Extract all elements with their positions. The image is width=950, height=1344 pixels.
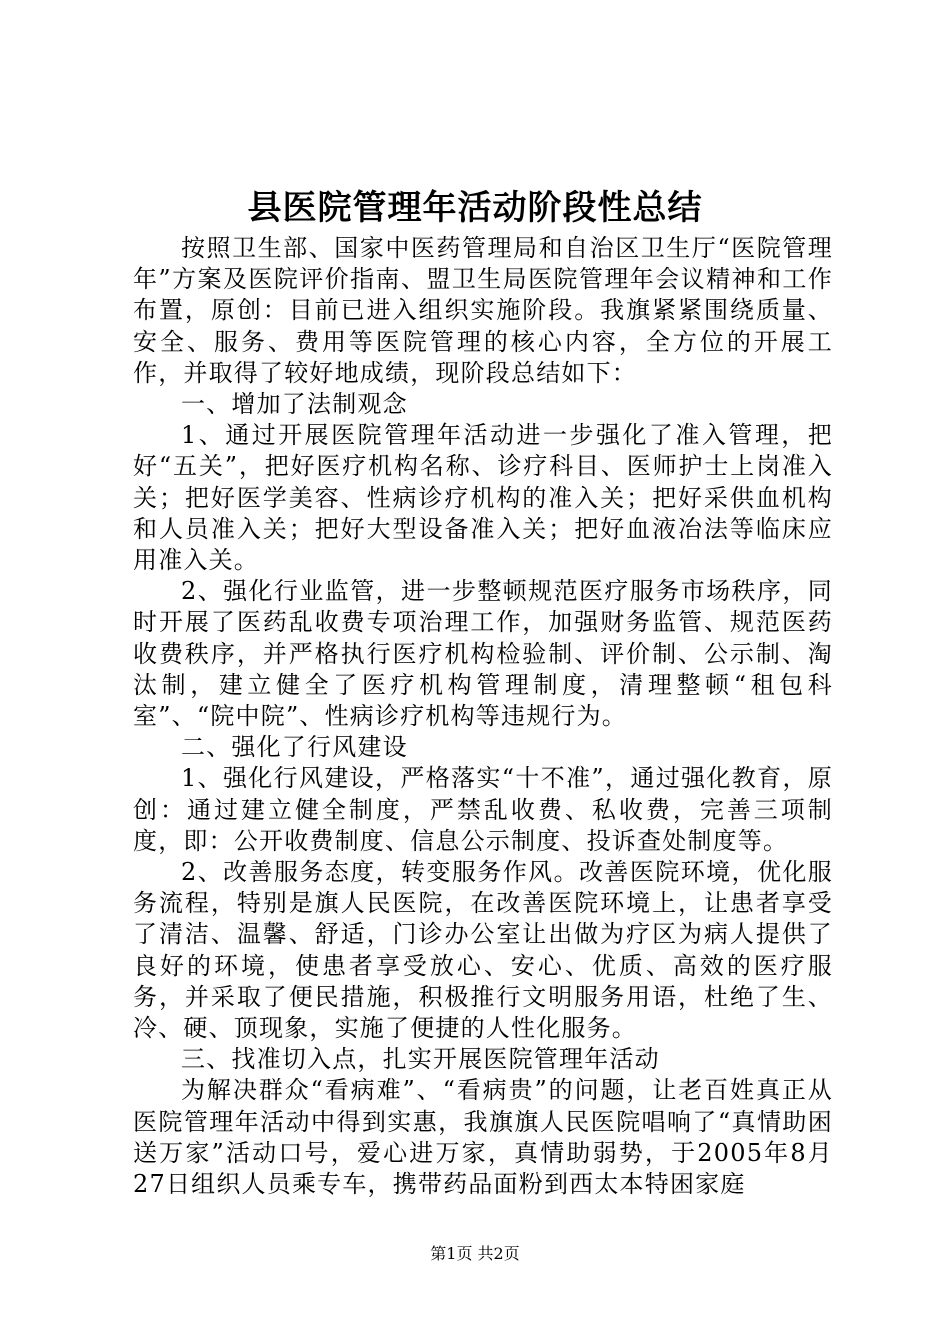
section-heading-1: 一、增加了法制观念 — [181, 390, 408, 419]
body-paragraph: 1、通过开展医院管理年活动进一步强化了准入管理，把好“五关”，把好医疗机构名称、诊疗科目、医师护士上岗准入关；把好医学美容、性病诊疗机构的准入关；把好采供血机构和人员准入关；把好大型设备准入关；把好血液冶法等临床应用准入关。 — [133, 421, 833, 575]
body-paragraph: 2、改善服务态度，转变服务作风。改善医院环境，优化服务流程，特别是旗人民医院，在改善医院环境上，让患者享受了清洁、温馨、舒适，门诊办公室让出做为疗区为病人提供了良好的环境，使患者享受放心、安心、优质、高效的医疗服务，并采取了便民措施，积极推行文明服务用语，杜绝了生、冷、硬、顶现象，实施了便捷的人性化服务。 — [133, 858, 833, 1043]
intro-paragraph: 按照卫生部、国家中医药管理局和自治区卫生厅“医院管理年”方案及医院评价指南、盟卫生局医院管理年会议精神和工作布置，原创：目前已进入组织实施阶段。我旗紧紧围绕质量、安全、服务、费用等医院管理的核心内容，全方位的开展工作，并取得了较好地成绩，现阶段总结如下： — [133, 234, 833, 387]
section-heading-2: 二、强化了行风建设 — [181, 733, 408, 762]
body-paragraph: 2、强化行业监管，进一步整顿规范医疗服务市场秩序，同时开展了医药乱收费专项治理工作，加强财务监管、规范医药收费秩序，并严格执行医疗机构检验制、评价制、公示制、淘汰制，建立健全了医疗机构管理制度，清理整顿“租包科室”、“院中院”、性病诊疗机构等违规行为。 — [133, 577, 833, 731]
document-title: 县医院管理年活动阶段性总结 — [247, 188, 703, 228]
page-number-footer: 第1页 共2页 — [430, 1244, 520, 1263]
body-paragraph: 为解决群众“看病难”、“看病贵”的问题，让老百姓真正从医院管理年活动中得到实惠，我旗旗人民医院唱响了“真情助困送万家”活动口号，爱心进万家，真情助弱势，于2005年8月27日组织人员乘专车，携带药品面粉到西太本特困家庭 — [133, 1076, 833, 1199]
document-body — [133, 233, 833, 1200]
body-paragraph: 1、强化行风建设，严格落实“十不准”，通过强化教育，原创：通过建立健全制度，严禁乱收费、私收费，完善三项制度，即：公开收费制度、信息公示制度、投诉查处制度等。 — [133, 764, 833, 855]
section-heading-3: 三、找准切入点，扎实开展医院管理年活动 — [181, 1045, 660, 1074]
